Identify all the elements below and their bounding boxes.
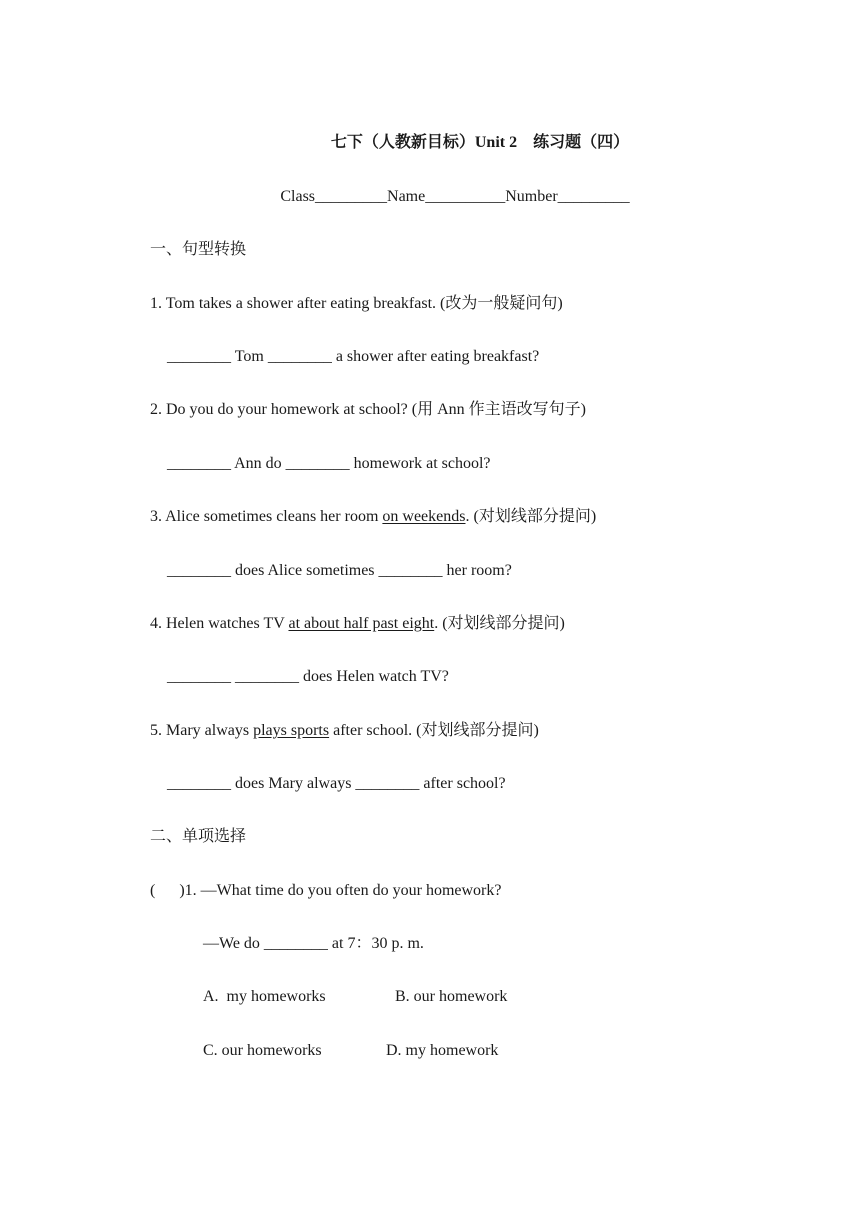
q3-underlined-phrase: on weekends [382, 508, 466, 525]
s1-answer-5: ________ does Mary always ________ after school? [167, 775, 506, 792]
s1-question-4 [150, 614, 565, 634]
s1-question-1: 1. Tom takes a shower after eating breakfast. (改为一般疑问句) [150, 295, 563, 312]
class-name-number-line: Class_________Name__________Number_________ [280, 188, 630, 205]
s1-answer-2: ________ Ann do ________ homework at school? [167, 455, 491, 472]
s2-response-1: —We do ________ at 7：30 p. m. [203, 935, 424, 952]
s1-question-5 [150, 721, 539, 741]
s1-question-2: 2. Do you do your homework at school? (用 Ann 作主语改写句子) [150, 401, 586, 418]
s1-answer-4: ________ ________ does Helen watch TV? [167, 668, 449, 685]
s1-answer-1: ________ Tom ________ a shower after eating breakfast? [167, 348, 540, 365]
q3-text-before: 3. Alice sometimes cleans her room [150, 508, 383, 525]
option-a: A. my homeworks [203, 988, 326, 1005]
option-d: D. my homework [386, 1042, 499, 1059]
worksheet-title: 七下（人教新目标）Unit 2 练习题（四） [330, 134, 630, 151]
q4-text-after: . (对划线部分提问) [434, 615, 565, 632]
q5-text-before: 5. Mary always [150, 722, 254, 739]
option-b: B. our homework [395, 988, 508, 1005]
section1-heading: 一、句型转换 [150, 241, 247, 258]
q4-text-before: 4. Helen watches TV [150, 615, 289, 632]
s1-answer-3: ________ does Alice sometimes ________ her room? [167, 562, 512, 579]
section2-heading: 二、单项选择 [150, 828, 247, 845]
q5-text-after: after school. (对划线部分提问) [329, 722, 539, 739]
q3-text-after: . (对划线部分提问) [465, 508, 597, 525]
q5-underlined-phrase: plays sports [253, 722, 330, 739]
s2-question-1: ( )1. —What time do you often do your homework? [150, 882, 502, 899]
s1-question-3 [150, 507, 596, 527]
option-c: C. our homeworks [203, 1042, 322, 1059]
q4-underlined-phrase: at about half past eight [288, 615, 435, 632]
